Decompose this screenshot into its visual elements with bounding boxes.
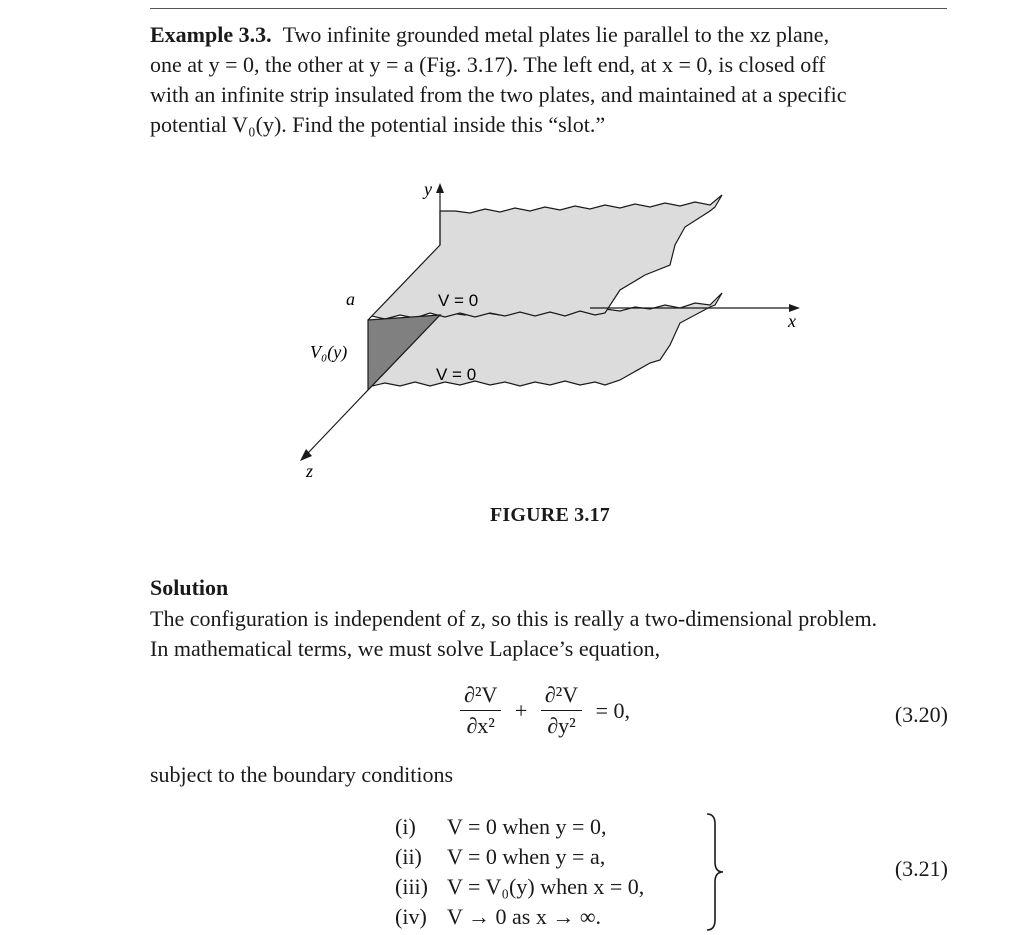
equation-rhs: = 0, xyxy=(595,697,631,723)
boundary-item-text: V → 0 as x → ∞. xyxy=(447,904,601,929)
boundary-item-text: V = V₀(y) when x = 0, xyxy=(447,874,645,899)
boundary-item-label: (ii) xyxy=(395,844,422,869)
bottom-plate-label: V = 0 xyxy=(436,365,477,384)
boundary-item-label: (iv) xyxy=(395,904,427,929)
solution-line-2: In mathematical terms, we must solve Laplace’s equation, xyxy=(150,636,661,661)
example-line-2: one at y = 0, the other at y = a (Fig. 3.17). The left end, at x = 0, is closed off xyxy=(150,52,826,77)
top-rule xyxy=(150,8,947,9)
fraction-x-numerator: ∂²V xyxy=(464,682,498,707)
v0-label: V₀(y) xyxy=(310,342,348,362)
top-plate xyxy=(368,195,722,320)
boundary-conditions xyxy=(395,812,644,932)
boundary-intro: subject to the boundary conditions xyxy=(150,762,454,787)
plus-sign: + xyxy=(514,697,528,723)
solution-paragraph xyxy=(150,604,950,664)
z-axis xyxy=(308,390,368,453)
example-line-1: Two infinite grounded metal plates lie parallel to the xz plane, xyxy=(282,22,830,47)
solution-line-1: The configuration is independent of z, so this is really a two-dimensional problem. xyxy=(150,606,878,631)
example-line-4: potential V₀(y). Find the potential inside this “slot.” xyxy=(150,112,606,137)
slot-figure xyxy=(290,175,820,485)
top-plate-label: V = 0 xyxy=(438,291,479,310)
fraction-x-denominator: ∂x² xyxy=(460,710,501,741)
fraction-y xyxy=(541,680,582,741)
boundary-item-text: V = 0 when y = 0, xyxy=(447,814,607,839)
z-axis-label: z xyxy=(306,461,314,481)
fraction-y-denominator: ∂y² xyxy=(541,710,582,741)
boundary-item-label: (i) xyxy=(395,814,416,839)
figure-caption: FIGURE 3.17 xyxy=(490,504,610,526)
y-axis-arrow xyxy=(436,183,444,193)
boundary-item-label: (iii) xyxy=(395,874,428,899)
boundary-item xyxy=(395,812,644,842)
example-label: Example 3.3. xyxy=(150,22,272,47)
equation-number-320: (3.20) xyxy=(894,702,948,727)
solution-heading: Solution xyxy=(150,575,229,600)
right-brace xyxy=(705,812,725,932)
y-axis-label: y xyxy=(424,179,432,199)
x-axis-label: x xyxy=(788,311,796,331)
example-line-3: with an infinite strip insulated from the two plates, and maintained at a specific xyxy=(150,82,847,107)
laplace-equation xyxy=(460,680,638,741)
a-label: a xyxy=(346,289,355,309)
fraction-y-numerator: ∂²V xyxy=(544,682,579,707)
boundary-item xyxy=(395,842,644,872)
boundary-item xyxy=(395,902,644,932)
fraction-x xyxy=(460,680,501,741)
example-paragraph xyxy=(150,20,950,140)
equation-number-321: (3.21) xyxy=(894,856,948,881)
boundary-item xyxy=(395,872,644,902)
boundary-item-text: V = 0 when y = a, xyxy=(447,844,606,869)
